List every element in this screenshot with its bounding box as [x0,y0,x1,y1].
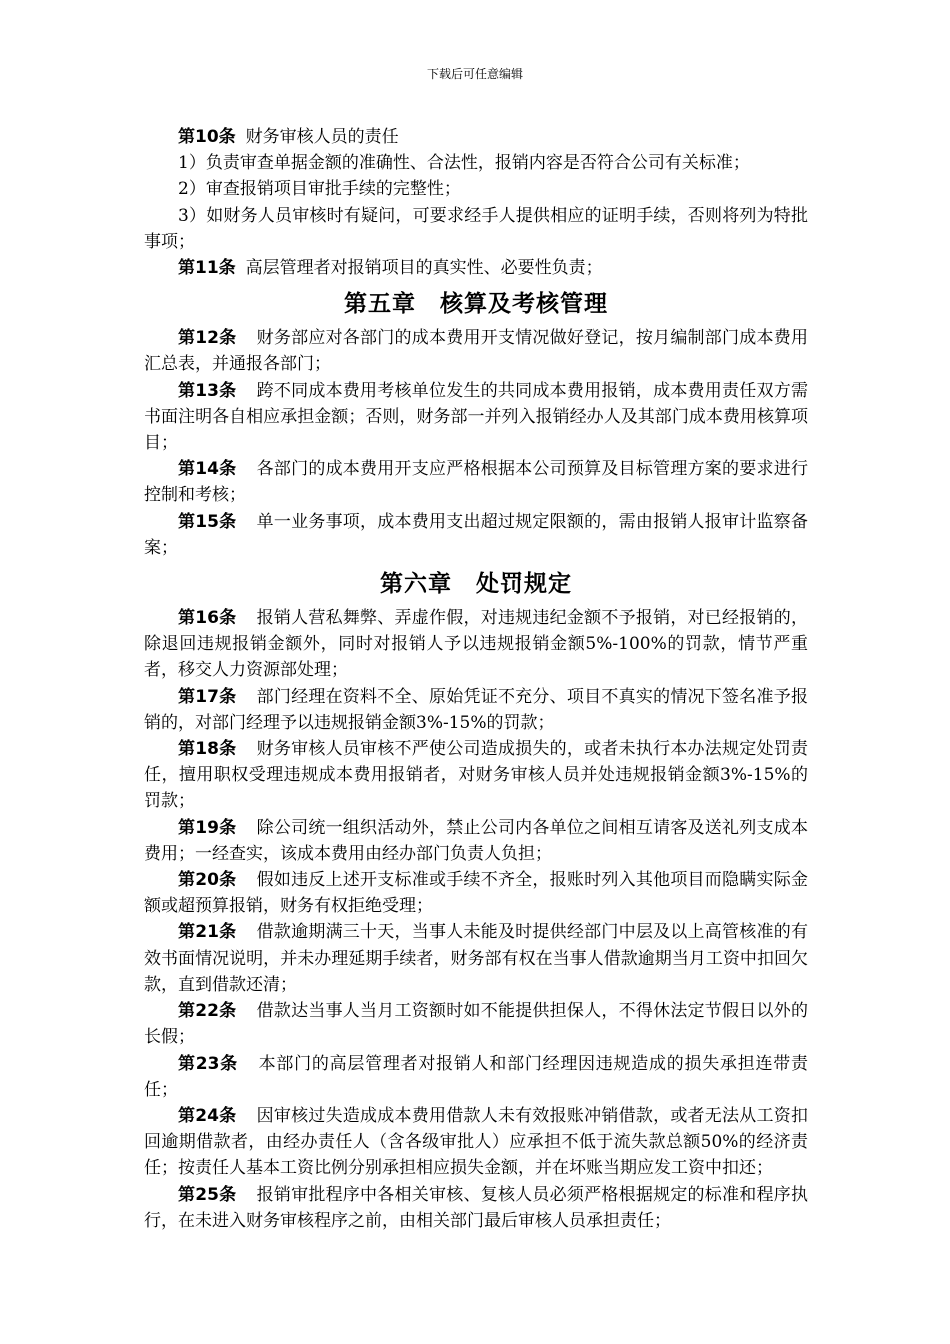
list-item [144,150,808,176]
list-item [144,176,808,202]
article-paragraph [144,255,808,281]
paragraph-text: 本部门的高层管理者对报销人和部门经理因违规造成的损失承担连带责任； [144,1053,808,1100]
article-number: 第15条 [178,511,237,532]
paragraph-text: 部门经理在资料不全、原始凭证不充分、项目不真实的情况下签名准予报销的，对部门经理予以违规报销金额3%-15%的罚款； [144,686,808,733]
paragraph-text: 高层管理者对报销项目的真实性、必要性负责； [245,258,603,279]
article-number: 第13条 [178,380,237,401]
article-number: 第25条 [178,1184,237,1205]
article-paragraph [144,684,808,736]
article-paragraph [144,378,808,457]
paragraph-text: 各部门的成本费用开支应严格根据本公司预算及目标管理方案的要求进行控制和考核； [144,459,808,506]
article-number: 第10条 [178,127,236,147]
paragraph-text: 报销审批程序中各相关审核、复核人员必须严格根据规定的标准和程序执行，在未进入财务审核程序之前，由相关部门最后审核人员承担责任； [144,1184,808,1231]
article-number: 第16条 [178,608,237,629]
article-number: 第22条 [178,1001,237,1022]
article-number: 第17条 [178,686,237,707]
article-paragraph [144,998,808,1050]
paragraph-text: 报销人营私舞弊、弄虚作假，对违规违纪金额不予报销，对已经报销的，除退回违规报销金额外，同时对报销人予以违规报销金额5%-100%的罚款，情节严重者，移交人力资源部处理； [144,608,808,681]
article-paragraph [144,867,808,919]
article-number: 第24条 [178,1105,237,1126]
article-paragraph [144,325,808,377]
article-paragraph [144,124,808,150]
paragraph-text: 因审核过失造成成本费用借款人未有效报账冲销借款，或者无法从工资扣回逾期借款者，由经办责任人（含各级审批人）应承担不低于流失款总额50%的经济责任；按责任人基本工资比例分别承担相应损失金额，并在坏账当期应发工资中扣还； [144,1105,808,1179]
article-number: 第23条 [178,1053,238,1074]
document-body [144,124,808,1234]
paragraph-text: 财务审核人员审核不严使公司造成损失的，或者未执行本办法规定处罚责任，擅用职权受理违规成本费用报销者，对财务审核人员并处违规报销金额3%-15%的罚款； [144,739,808,812]
article-number: 第18条 [178,739,237,760]
paragraph-text: 单一业务事项，成本费用支出超过规定限额的，需由报销人报审计监察备案； [144,511,808,558]
page-header: 下载后可任意编辑 [426,67,523,81]
paragraph-text: 假如违反上述开支标准或手续不齐全，报账时列入其他项目而隐瞒实际金额或超预算报销，财务有权拒绝受理； [144,870,808,917]
article-number: 第11条 [178,258,236,279]
article-paragraph [144,509,808,561]
article-paragraph [144,1103,808,1182]
list-item [144,203,808,255]
article-number: 第12条 [178,328,237,349]
chapter-heading [144,287,808,321]
article-paragraph [144,815,808,867]
paragraph-text: 2）审查报销项目审批手续的完整性； [178,179,461,200]
paragraph-text: 借款达当事人当月工资额时如不能提供担保人，不得休法定节假日以外的长假； [144,1001,808,1048]
chapter-number: 第五章 [344,291,416,318]
chapter-title: 核算及考核管理 [440,291,608,318]
article-number: 第19条 [178,817,237,838]
paragraph-text: 3）如财务人员审核时有疑问，可要求经手人提供相应的证明手续，否则将列为特批事项； [144,205,808,252]
chapter-number: 第六章 [380,571,452,598]
article-number: 第21条 [178,922,237,943]
paragraph-text: 跨不同成本费用考核单位发生的共同成本费用报销，成本费用责任双方需书面注明各自相应承担金额；否则，财务部一并列入报销经办人及其部门成本费用核算项目； [144,380,808,454]
paragraph-text: 借款逾期满三十天，当事人未能及时提供经部门中层及以上高管核准的有效书面情况说明，并未办理延期手续者，财务部有权在当事人借款逾期当月工资中扣回欠款，直到借款还清； [144,922,808,995]
article-paragraph [144,736,808,815]
chapter-title: 处罚规定 [476,571,572,598]
article-number: 第20条 [178,870,237,891]
article-paragraph [144,919,808,998]
article-number: 第14条 [178,459,237,480]
article-paragraph [144,456,808,508]
paragraph-text: 除公司统一组织活动外，禁止公司内各单位之间相互请客及送礼列支成本费用；一经查实，该成本费用由经办部门负责人负担； [144,817,808,864]
paragraph-text: 1）负责审查单据金额的准确性、合法性，报销内容是否符合公司有关标准； [178,153,750,174]
article-paragraph [144,1182,808,1234]
paragraph-text: 财务审核人员的责任 [245,127,399,147]
paragraph-text: 财务部应对各部门的成本费用开支情况做好登记，按月编制部门成本费用汇总表，并通报各部门； [144,328,808,375]
article-paragraph [144,605,808,684]
article-paragraph [144,1051,808,1103]
chapter-heading [144,567,808,601]
